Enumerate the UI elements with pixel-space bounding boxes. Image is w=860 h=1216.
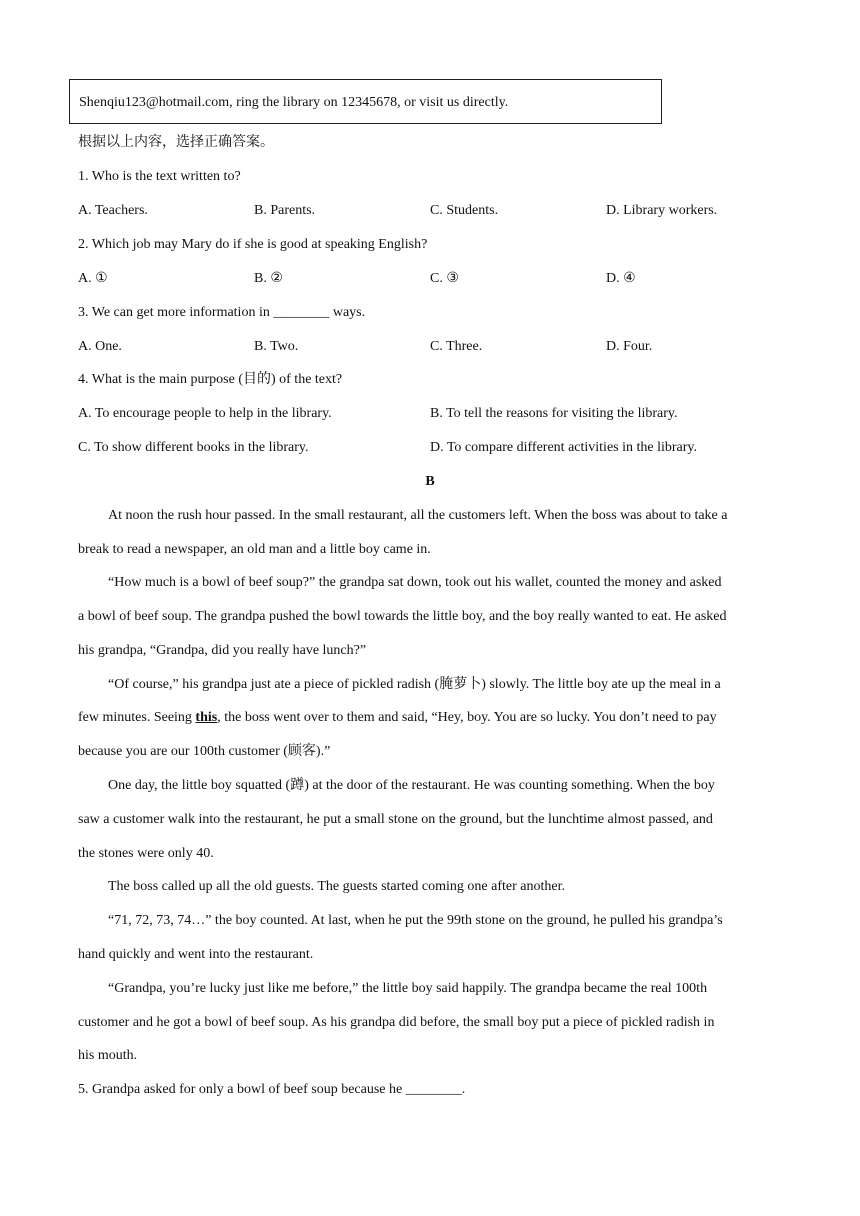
passage-line: One day, the little boy squatted (蹲) at the door of the restaurant. He was counting something. When the boy [108,778,715,793]
passage-line: a bowl of beef soup. The grandpa pushed the bowl towards the little boy, and the boy really wanted to eat. He asked [78,609,727,624]
passage-line: “71, 72, 73, 74…” the boy counted. At last, when he put the 99th stone on the ground, he pulled his grandpa’s [108,913,723,928]
question-4-option-d: D. To compare different activities in the library. [430,440,698,455]
question-4-option-b: B. To tell the reasons for visiting the library. [430,406,678,421]
question-3-option-a: A. One. [78,339,122,354]
question-2-option-c: C. ③ [430,271,459,286]
passage-line: At noon the rush hour passed. In the small restaurant, all the customers left. When the boss was about to take a [108,508,728,523]
passage-line: customer and he got a bowl of beef soup. As his grandpa did before, the small boy put a piece of pickled radish in [78,1015,715,1030]
passage-line: because you are our 100th customer (顾客).” [78,744,331,759]
passage-line: the stones were only 40. [78,846,214,861]
contact-info-text: Shenqiu123@hotmail.com, ring the library on 12345678, or visit us directly. [79,95,509,110]
passage-line: his grandpa, “Grandpa, did you really have lunch?” [78,643,367,658]
section-b-heading: B [425,474,435,489]
question-3-option-c: C. Three. [430,339,483,354]
question-4-option-c: C. To show different books in the library. [78,440,309,455]
question-3-option-d: D. Four. [606,339,653,354]
question-1-stem: 1. Who is the text written to? [78,169,241,184]
passage-line: break to read a newspaper, an old man and a little boy came in. [78,542,431,557]
question-2-stem: 2. Which job may Mary do if she is good at speaking English? [78,237,428,252]
question-3-stem: 3. We can get more information in ________ ways. [78,305,366,320]
passage-line: “How much is a bowl of beef soup?” the grandpa sat down, took out his wallet, counted the money and asked [108,575,722,590]
passage-line: saw a customer walk into the restaurant, he put a small stone on the ground, but the lunchtime almost passed, and [78,812,713,827]
question-4-stem: 4. What is the main purpose (目的) of the text? [78,372,343,387]
instruction-text: 根据以上内容，选择正确答案。 [78,135,274,150]
question-2-option-d: D. ④ [606,271,636,286]
question-2-option-a: A. ① [78,271,108,286]
question-2-option-b: B. ② [254,271,283,286]
question-4-option-a: A. To encourage people to help in the library. [78,406,332,421]
question-1-option-a: A. Teachers. [78,203,148,218]
passage-text: few minutes. Seeing [78,710,196,725]
passage-line: The boss called up all the old guests. The guests started coming one after another. [108,879,565,894]
passage-line: hand quickly and went into the restaurant. [78,947,314,962]
passage-line: “Of course,” his grandpa just ate a piece of pickled radish (腌萝卜) slowly. The little boy ate up the meal in a [108,677,721,692]
question-3-option-b: B. Two. [254,339,299,354]
question-1-option-d: D. Library workers. [606,203,718,218]
underlined-word-this: this [195,710,218,725]
passage-text: , the boss went over to them and said, “Hey, boy. You are so lucky. You don’t need to pay [217,710,717,725]
question-5-stem: 5. Grandpa asked for only a bowl of beef soup because he ________. [78,1082,466,1097]
question-1-option-b: B. Parents. [254,203,316,218]
passage-line [78,708,717,728]
passage-line: “Grandpa, you’re lucky just like me before,” the little boy said happily. The grandpa became the real 100th [108,981,708,996]
passage-line: his mouth. [78,1048,138,1063]
contact-info-box [69,79,662,124]
question-1-option-c: C. Students. [430,203,499,218]
